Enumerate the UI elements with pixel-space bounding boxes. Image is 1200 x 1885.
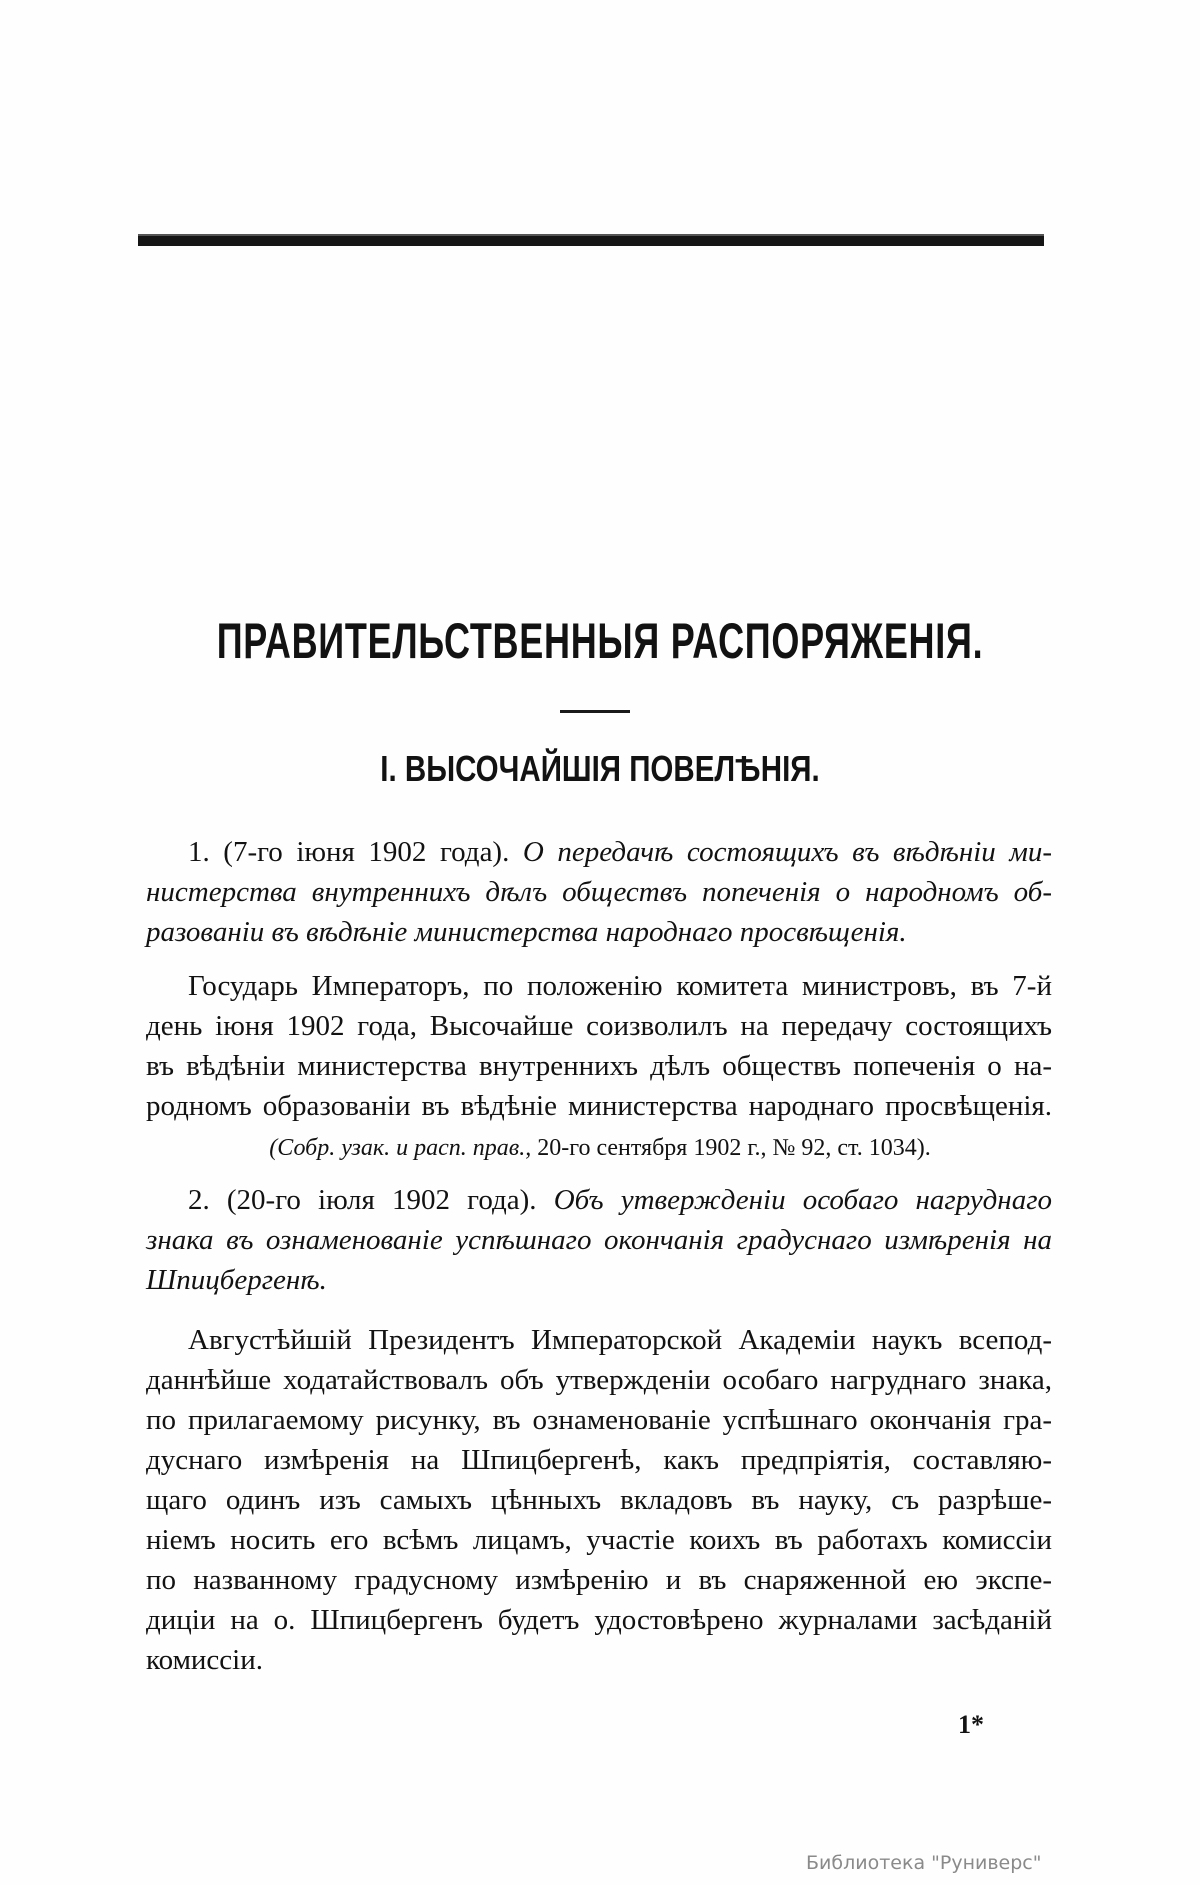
body-line: по названному градусному измѣренію и въ снаряженной ею экспе- xyxy=(146,1564,1052,1596)
item2-title: Объ утвержденіи особаго нагруднаго xyxy=(553,1184,1053,1216)
body-line: Государь Императоръ, по положенію комитета министровъ, въ 7-й xyxy=(188,970,1052,1002)
page-number: 1* xyxy=(958,1710,984,1739)
body-line: комиссіи. xyxy=(146,1644,264,1676)
item1-date: 1. (7-го іюня 1902 года). xyxy=(188,836,510,868)
library-watermark: Библиотека "Руниверс" xyxy=(806,1852,1042,1874)
section-heading: I. ВЫСОЧАЙШІЯ ПОВЕЛѢНІЯ. xyxy=(380,748,820,789)
item1-title: О передачѣ состоящихъ въ вѣдѣніи ми- xyxy=(522,836,1052,868)
page-title: ПРАВИТЕЛЬСТВЕННЫЯ РАСПОРЯЖЕНІЯ. xyxy=(216,613,984,669)
title-divider xyxy=(560,710,630,713)
item1-header xyxy=(146,832,1052,952)
item2-title-line: знака въ ознаменованіе успѣшнаго окончанія градуснаго измѣренія на xyxy=(146,1224,1052,1256)
body-line: день іюня 1902 года, Высочайше соизволилъ на передачу состоящихъ xyxy=(146,1010,1052,1042)
body-line: ніемъ носить его всѣмъ лицамъ, участіе коихъ въ работахъ комиссіи xyxy=(146,1524,1052,1556)
body-line: въ вѣдѣніи министерства внутреннихъ дѣлъ обществъ попеченія о на- xyxy=(146,1050,1052,1082)
item1-citation xyxy=(0,1132,1200,1164)
item1-body xyxy=(146,966,1052,1126)
citation-ref: 20-го сентября 1902 г., № 92, ст. 1034). xyxy=(531,1135,931,1161)
body-line: диціи на о. Шпицбергенъ будетъ удостовѣрено журналами засѣданій xyxy=(146,1604,1052,1636)
item1-title-line: разованіи въ вѣдѣніе министерства народнаго просвѣщенія. xyxy=(146,916,907,948)
item1-title-line: нистерства внутреннихъ дѣлъ обществъ попеченія о народномъ об- xyxy=(146,876,1052,908)
item2-title-line: Шпицбергенѣ. xyxy=(146,1264,327,1296)
item2-date: 2. (20-го іюля 1902 года). xyxy=(188,1184,537,1216)
item2-header xyxy=(146,1180,1052,1300)
body-line: по прилагаемому рисунку, въ ознаменованіе успѣшнаго окончанія гра- xyxy=(146,1404,1052,1436)
body-line: даннѣйше ходатайствовалъ объ утвержденіи особаго нагруднаго знака, xyxy=(146,1364,1052,1396)
body-line: щаго одинъ изъ самыхъ цѣнныхъ вкладовъ въ науку, съ разрѣше- xyxy=(146,1484,1052,1516)
item2-body xyxy=(146,1320,1052,1680)
body-line: дуснаго измѣренія на Шпицбергенѣ, какъ предпріятія, составляю- xyxy=(146,1444,1052,1476)
body-line: родномъ образованіи въ вѣдѣніе министерства народнаго просвѣщенія. xyxy=(146,1090,1052,1122)
body-line: Августѣйшій Президентъ Императорской Академіи наукъ всепод- xyxy=(188,1324,1052,1356)
citation-source: (Собр. узак. и расп. прав., xyxy=(269,1135,532,1161)
top-decorative-rule xyxy=(138,234,1044,246)
